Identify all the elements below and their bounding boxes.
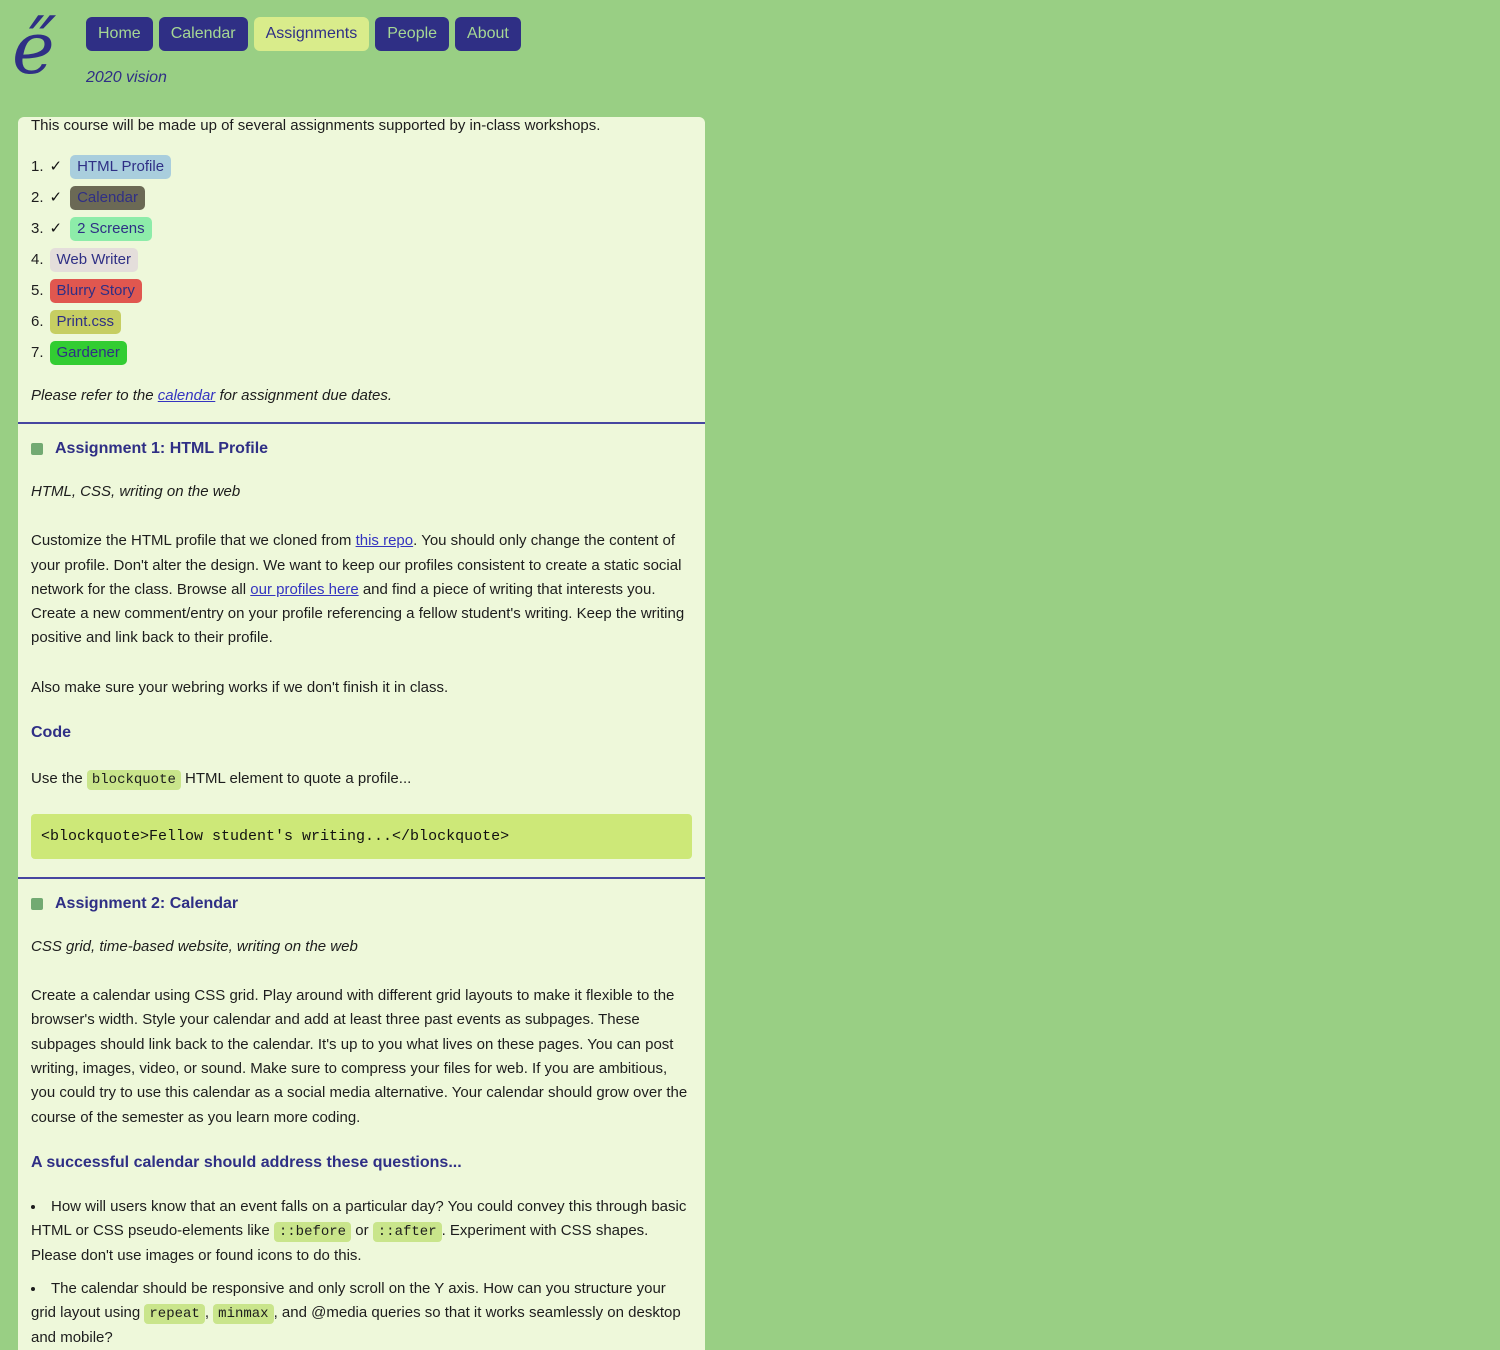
assignment-list-item	[31, 187, 692, 209]
main-nav	[86, 17, 527, 51]
content-panel	[18, 117, 705, 1350]
assignment-chip-link[interactable]: Print.css	[50, 310, 122, 334]
square-bullet-icon	[31, 898, 43, 910]
assignment-2-title	[31, 895, 692, 913]
assignment-list-item	[31, 218, 692, 240]
nav-button-assignments[interactable]: Assignments	[254, 17, 370, 51]
assignment-list-item	[31, 342, 692, 364]
assignment-list	[31, 156, 692, 364]
text-segment: How will users know that an event falls on a particular day? You could convey this through basic HTML or CSS pseudo-elements like	[31, 1197, 687, 1240]
nav-button-home[interactable]: Home	[86, 17, 153, 51]
assignment-2-section	[18, 879, 705, 1350]
checkmark-icon: ✓	[49, 189, 63, 206]
intro-lead: This course will be made up of several assignments supported by in-class workshops.	[31, 117, 601, 134]
inline-link[interactable]: calendar	[157, 387, 216, 404]
assignment-1-section	[18, 424, 705, 859]
assignment-2-title-text: Assignment 2: Calendar	[55, 894, 239, 912]
assignment-chip-link[interactable]: 2 Screens	[70, 217, 152, 241]
assignment-1-title-text: Assignment 1: HTML Profile	[55, 440, 269, 457]
questions-heading: A successful calendar should address these questions...	[31, 1153, 462, 1171]
inline-code: ::after	[373, 1222, 442, 1242]
code-heading: Code	[31, 724, 71, 742]
text-segment: and find a piece of writing that interests you. Create a new comment/entry on your profile referencing a fellow student's writing. Keep the writing positive and link back to their profile.	[31, 580, 685, 647]
inline-code: minmax	[213, 1304, 273, 1324]
code-block: <blockquote>Fellow student's writing...</blockquote>	[31, 814, 692, 859]
assignment-1-subtitle: HTML, CSS, writing on the web	[31, 483, 241, 500]
site-logo[interactable]: e̋	[12, 6, 55, 90]
inline-link[interactable]: this repo	[355, 532, 414, 550]
inline-code: repeat	[144, 1304, 204, 1324]
assignment-number: 4.	[31, 251, 44, 268]
assignment-list-item	[31, 311, 692, 333]
due-dates-note	[31, 387, 692, 404]
assignment-chip-link[interactable]: Blurry Story	[50, 279, 142, 303]
text-segment: The calendar should be responsive and only scroll on the Y axis. How can you structure your grid layout using	[31, 1280, 666, 1322]
assignment-1-paragraph	[31, 529, 692, 650]
assignment-number: 1.	[31, 158, 44, 175]
assignment-chip-link[interactable]: Calendar	[70, 186, 145, 210]
text-segment: ,	[204, 1304, 214, 1322]
checkmark-icon: ✓	[49, 220, 63, 237]
question-list-item	[31, 1277, 692, 1350]
assignment-number: 3.	[31, 220, 44, 237]
text-segment: for assignment due dates.	[215, 387, 393, 404]
assignment-chip-link[interactable]: Gardener	[50, 341, 127, 365]
assignment-number: 6.	[31, 313, 44, 330]
square-bullet-icon	[31, 443, 43, 455]
assignment-number: 5.	[31, 282, 44, 299]
inline-code: blockquote	[87, 770, 181, 790]
text-segment: HTML element to quote a profile...	[180, 770, 412, 788]
text-segment: Customize the HTML profile that we cloned from	[31, 532, 356, 550]
assignment-1-paragraph-2: Also make sure your webring works if we don't finish it in class.	[31, 678, 449, 696]
questions-list	[31, 1195, 692, 1350]
nav-button-calendar[interactable]: Calendar	[159, 17, 248, 51]
text-segment: , and @media queries so that it works seamlessly on desktop and mobile?	[31, 1304, 681, 1347]
text-segment: or	[351, 1222, 373, 1240]
assignment-list-item	[31, 156, 692, 178]
assignment-2-subtitle: CSS grid, time-based website, writing on the web	[31, 937, 358, 955]
assignment-chip-link[interactable]: HTML Profile	[70, 155, 171, 179]
assignment-number: 2.	[31, 189, 44, 206]
assignment-list-item	[31, 249, 692, 271]
text-segment: . Experiment with CSS shapes. Please don't use images or found icons to do this.	[31, 1222, 649, 1264]
assignment-list-item	[31, 280, 692, 302]
inline-link[interactable]: our profiles here	[250, 580, 359, 598]
header-right	[86, 0, 527, 87]
assignment-number: 7.	[31, 344, 44, 361]
text-segment: . You should only change the content of your profile. Don't alter the design. We want to keep our profiles consistent to create a static social network for the class. Browse all	[31, 532, 682, 598]
question-list-item	[31, 1195, 692, 1268]
assignment-1-title	[31, 440, 692, 458]
site-header	[0, 0, 1500, 98]
nav-button-about[interactable]: About	[455, 17, 521, 51]
site-tagline: 2020 vision	[86, 69, 167, 87]
text-segment: Use the	[31, 770, 87, 788]
assignment-2-paragraph: Create a calendar using CSS grid. Play around with different grid layouts to make it flexible to the browser's width. Style your calendar and add at least three past events as subpages. These subpages should link back to the calendar. It's up to you what lives on these pages. You can post writing, images, video, or sound. Make sure to compress your files for web. If you are ambitious, you could try to use this calendar as a social media alternative. Your calendar should grow over the course of the semester as you learn more coding.	[31, 987, 688, 1126]
text-segment: Please refer to the	[31, 387, 158, 404]
code-intro	[31, 767, 692, 792]
checkmark-icon: ✓	[49, 158, 63, 175]
assignment-chip-link[interactable]: Web Writer	[50, 248, 138, 272]
inline-code: ::before	[274, 1222, 351, 1242]
nav-button-people[interactable]: People	[375, 17, 449, 51]
